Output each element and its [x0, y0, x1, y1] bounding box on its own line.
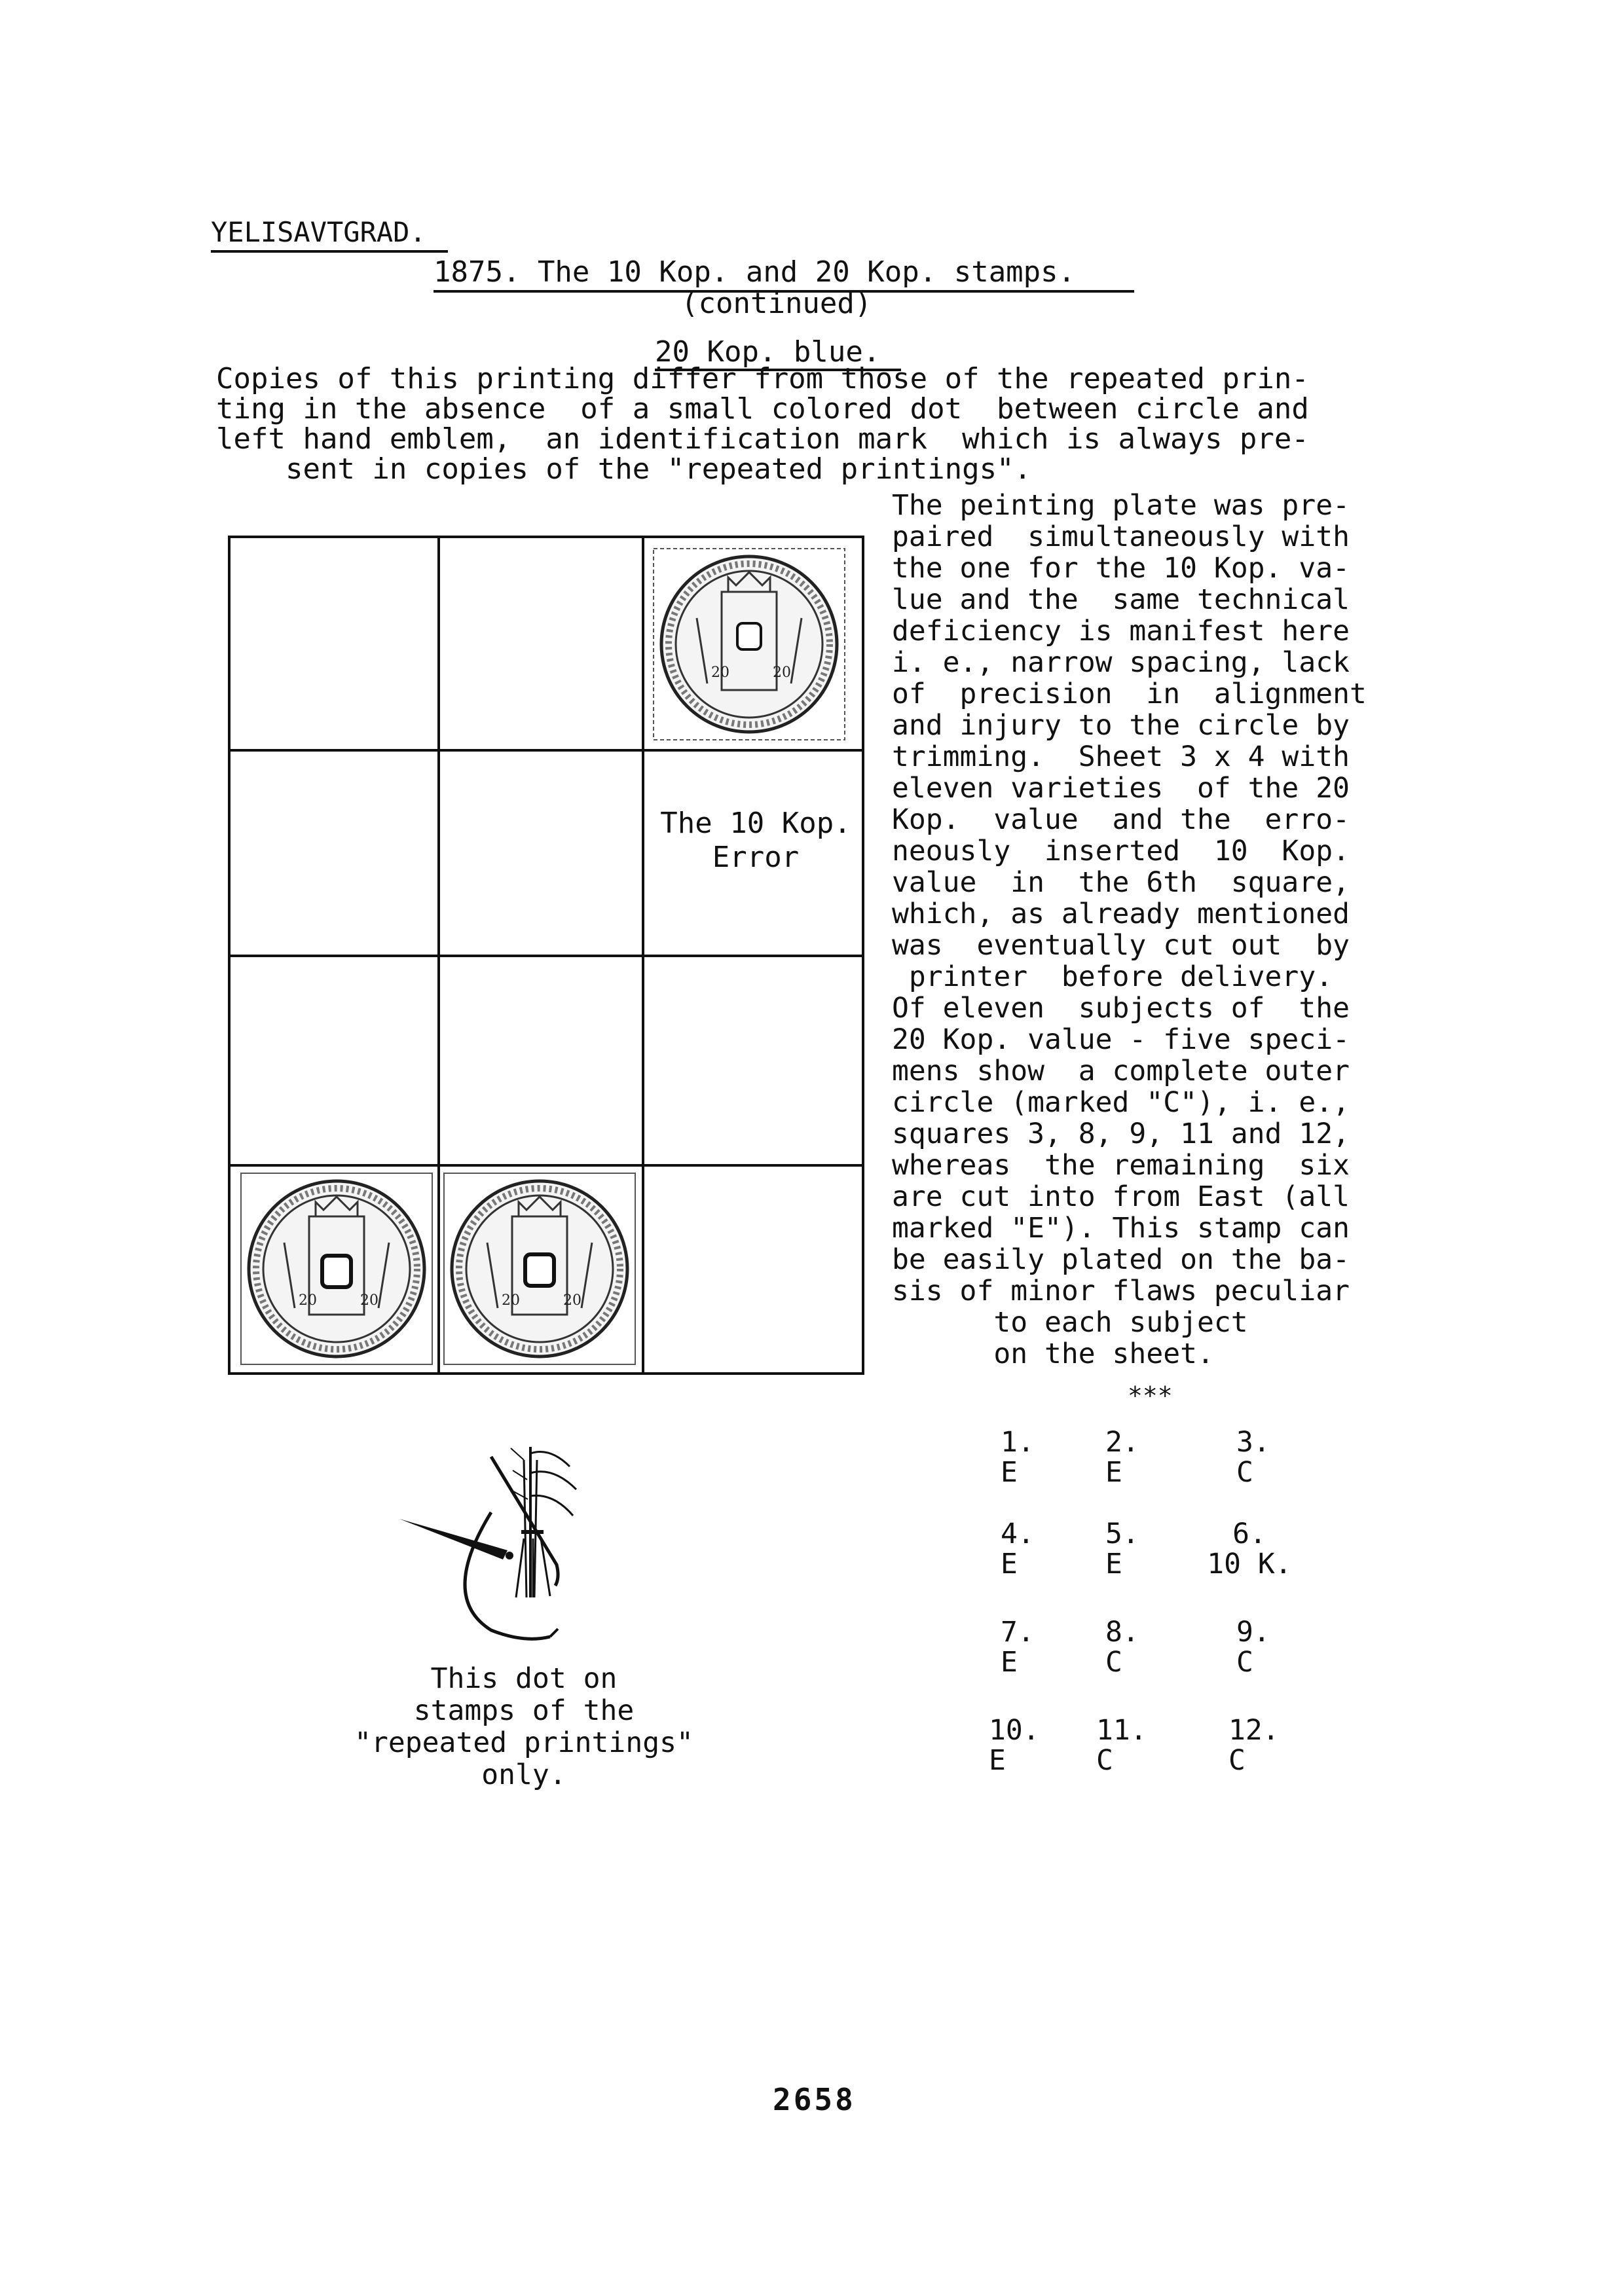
stamp-value-left: 20 — [711, 665, 729, 681]
plating-cell — [1001, 1617, 1099, 1677]
right-text-line: 20 Kop. value - five speci- — [892, 1023, 1350, 1056]
error-label — [644, 807, 867, 875]
stamp-square-3 — [651, 546, 847, 745]
plating-number: 11. — [1096, 1714, 1147, 1747]
dot-caption-line: stamps of the — [413, 1694, 635, 1727]
right-text-line: value in the 6th square, — [892, 866, 1350, 899]
right-text-line: to each subject — [892, 1306, 1248, 1339]
error-label-line: Error — [712, 841, 800, 874]
right-text-line: i. e., narrow spacing, lack — [892, 646, 1350, 679]
stamp-value-right: 20 — [360, 1292, 378, 1309]
stamp-value-left: 20 — [299, 1292, 317, 1309]
plating-mark: E — [1105, 1548, 1122, 1580]
grid-hline — [231, 749, 862, 752]
plating-cell — [1001, 1519, 1099, 1579]
plating-cell — [1001, 1427, 1099, 1487]
grid-hline — [231, 955, 862, 957]
right-text-line: circle (marked "C"), i. e., — [892, 1086, 1350, 1119]
intro-line: left hand emblem, an identification mark which is always pre- — [216, 422, 1309, 456]
plating-number: 1. — [1001, 1426, 1035, 1459]
right-text-line: marked "E"). This stamp can — [892, 1212, 1350, 1245]
right-text-line: eleven varieties of the 20 — [892, 772, 1350, 805]
right-text-line: be easily plated on the ba- — [892, 1243, 1350, 1276]
stamp-value-right: 20 — [773, 665, 791, 681]
intro-line: sent in copies of the "repeated printings". — [216, 452, 1032, 486]
plating-mark: 10 K. — [1207, 1548, 1292, 1580]
subheading: 20 Kop. blue. — [655, 335, 881, 369]
plating-number: 9. — [1236, 1616, 1270, 1649]
title-underline — [211, 250, 448, 253]
right-text-line: and injury to the circle by — [892, 709, 1350, 742]
right-text-line: the one for the 10 Kop. va- — [892, 552, 1350, 585]
right-text-line: Kop. value and the erro- — [892, 803, 1350, 836]
plating-number: 3. — [1236, 1426, 1270, 1459]
stamp-image — [441, 1171, 638, 1367]
plating-number: 7. — [1001, 1616, 1035, 1649]
plating-cell — [1096, 1715, 1194, 1776]
right-text-line: on the sheet. — [892, 1338, 1214, 1370]
section-separator: *** — [1128, 1381, 1173, 1410]
plating-cell — [1236, 1427, 1335, 1487]
right-text-line: are cut into from East (all — [892, 1180, 1350, 1213]
right-text-line: printer before delivery. — [892, 960, 1333, 993]
dot-caption-line: only. — [481, 1758, 566, 1791]
right-text-line: was eventually cut out by — [892, 929, 1350, 962]
plating-cell — [989, 1715, 1087, 1776]
plating-mark: C — [1228, 1744, 1246, 1777]
intro-line: Copies of this printing differ from those of the repeated prin- — [216, 362, 1309, 395]
right-text-line: squares 3, 8, 9, 11 and 12, — [892, 1118, 1350, 1150]
emblem-detail-illustration — [393, 1434, 616, 1672]
plating-mark: C — [1096, 1744, 1113, 1777]
error-label-line: The 10 Kop. — [660, 807, 851, 840]
plating-table — [982, 1427, 1310, 1781]
plating-mark: E — [989, 1744, 1006, 1777]
right-text-line: whereas the remaining six — [892, 1149, 1350, 1182]
plating-number: 5. — [1105, 1518, 1139, 1550]
plating-mark: C — [1105, 1646, 1122, 1679]
plating-mark: E — [1001, 1456, 1018, 1489]
plating-cell — [1105, 1427, 1204, 1487]
right-text-line: deficiency is manifest here — [892, 615, 1350, 647]
plating-number: 8. — [1105, 1616, 1139, 1649]
sheet-grid — [228, 536, 864, 1375]
stamp-image — [651, 546, 847, 742]
plating-number: 12. — [1228, 1714, 1280, 1747]
plating-number: 10. — [989, 1714, 1040, 1747]
right-text-line: trimming. Sheet 3 x 4 with — [892, 740, 1350, 773]
dot-caption — [327, 1663, 720, 1791]
plating-cell — [1228, 1715, 1327, 1776]
plating-number: 2. — [1105, 1426, 1139, 1459]
right-text-line: mens show a complete outer — [892, 1055, 1350, 1087]
stamp-value-right: 20 — [563, 1292, 581, 1309]
stamp-square-11 — [441, 1171, 638, 1370]
page-number: 2658 — [773, 2082, 856, 2117]
plating-number: 4. — [1001, 1518, 1035, 1550]
right-text-line: neously inserted 10 Kop. — [892, 835, 1350, 867]
plating-mark: C — [1236, 1456, 1253, 1489]
plating-mark: E — [1001, 1548, 1018, 1580]
stamp-value-left: 20 — [502, 1292, 520, 1309]
plating-mark: C — [1236, 1646, 1253, 1679]
plating-cell — [1190, 1519, 1308, 1579]
plating-cell — [1236, 1617, 1335, 1677]
right-text-line: paired simultaneously with — [892, 520, 1350, 553]
right-text-line: The peinting plate was pre- — [892, 489, 1350, 522]
grid-hline — [231, 1164, 862, 1167]
plating-number: 6. — [1232, 1518, 1266, 1550]
right-text-line: sis of minor flaws peculiar — [892, 1275, 1350, 1307]
right-text-line: lue and the same technical — [892, 583, 1350, 616]
right-text-line: Of eleven subjects of the — [892, 992, 1350, 1025]
right-text-line: which, as already mentioned — [892, 898, 1350, 930]
section-title: YELISAVTGRAD. — [211, 216, 426, 248]
plating-mark: E — [1001, 1646, 1018, 1679]
intro-paragraph — [216, 364, 1309, 484]
intro-line: ting in the absence of a small colored dot between circle and — [216, 392, 1309, 426]
sickle-wheat-icon — [393, 1434, 616, 1669]
heading: 1875. The 10 Kop. and 20 Kop. stamps. — [434, 255, 1076, 289]
continued-note: (continued) — [681, 287, 872, 320]
right-text-line: of precision in alignment — [892, 678, 1367, 710]
dot-caption-line: "repeated printings" — [354, 1726, 693, 1759]
stamp-square-10 — [238, 1171, 435, 1370]
plating-cell — [1105, 1519, 1204, 1579]
plating-mark: E — [1105, 1456, 1122, 1489]
stamp-image — [238, 1171, 435, 1367]
right-column-text — [892, 490, 1367, 1370]
plating-cell — [1105, 1617, 1204, 1677]
dot-caption-line: This dot on — [430, 1662, 618, 1695]
